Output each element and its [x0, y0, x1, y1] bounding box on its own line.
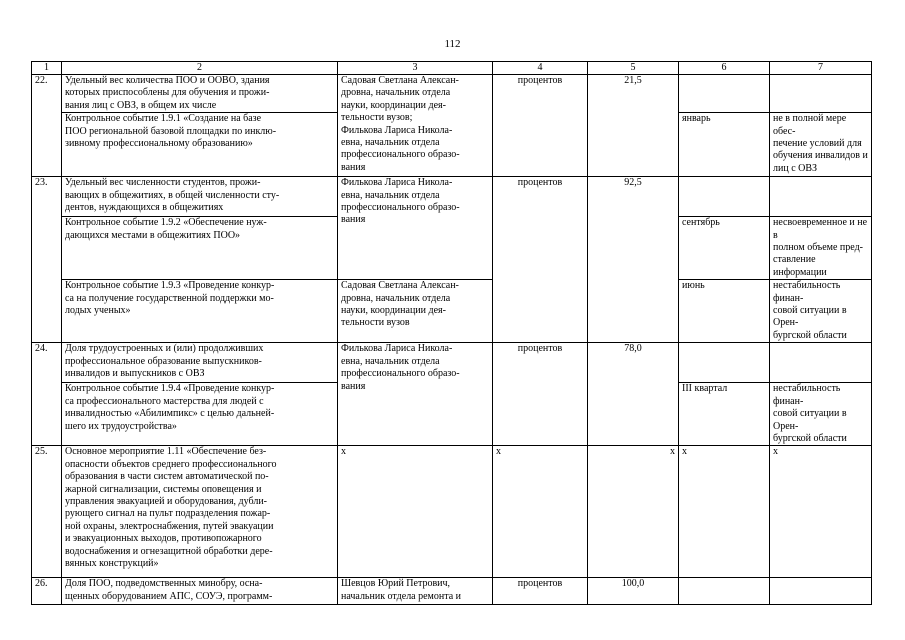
risk-text: х [770, 446, 872, 578]
header-cell: 3 [338, 62, 493, 75]
risk-text: не в полной мере обес- печение условий для обучения инвалидов и лиц с ОВЗ [770, 113, 872, 177]
header-cell: 6 [679, 62, 770, 75]
row-number: 22. [32, 75, 62, 177]
table-row [32, 75, 872, 113]
risk-text: нестабильность финан- совой ситуации в Орен- бургской области [770, 383, 872, 446]
term-cell [679, 177, 770, 217]
indicator-text: Удельный вес количества ПОО и ООВО, здания которых приспособлены для обучения и прожи- вания лиц с ОВЗ, в общем их числе [62, 75, 338, 113]
unit-text: процентов [493, 75, 588, 177]
header-cell: 1 [32, 62, 62, 75]
table-row [32, 446, 872, 578]
risk-cell [770, 343, 872, 383]
unit-text: х [493, 446, 588, 578]
page-number: 112 [444, 38, 461, 50]
indicator-text: Доля ПОО, подведомственных минобру, осна- щенных оборудованием АПС, СОУЭ, программ- [62, 578, 338, 605]
term-text: январь [679, 113, 770, 177]
term-text: х [679, 446, 770, 578]
responsible-text: х [338, 446, 493, 578]
table-row [32, 578, 872, 605]
value-text: 100,0 [588, 578, 679, 605]
value-text: 21,5 [588, 75, 679, 177]
value-text: 92,5 [588, 177, 679, 343]
row-number: 23. [32, 177, 62, 343]
responsible-text: Садовая Светлана Алексан- дровна, начальник отдела науки, координации дея- тельности вузов [338, 280, 493, 343]
unit-text: процентов [493, 343, 588, 446]
header-cell: 2 [62, 62, 338, 75]
indicator-text: Удельный вес численности студентов, прожи- вающих в общежитиях, в общей численности сту- дентов, нуждающихся в общежитиях [62, 177, 338, 217]
value-text: 78,0 [588, 343, 679, 446]
risk-cell [770, 177, 872, 217]
row-number: 26. [32, 578, 62, 605]
term-cell [679, 578, 770, 605]
responsible-text: Филькова Лариса Никола- евна, начальник отдела профессионального образо- вания [338, 177, 493, 280]
header-row [32, 62, 872, 75]
control-event-text: Контрольное событие 1.9.1 «Создание на базе ПОО региональной базовой площадки по инклю- зивному профессиональному образованию» [62, 113, 338, 177]
header-cell: 4 [493, 62, 588, 75]
responsible-text: Шевцов Юрий Петрович, начальник отдела ремонта и [338, 578, 493, 605]
risk-text: нестабильность финан- совой ситуации в Орен- бургской области [770, 280, 872, 343]
risk-cell [770, 75, 872, 113]
header-cell: 7 [770, 62, 872, 75]
responsible-text: Филькова Лариса Никола- евна, начальник отдела профессионального образо- вания [338, 343, 493, 446]
risk-text: несвоевременное и не в полном объеме пред- ставление информации [770, 217, 872, 280]
main-activity-text: Основное мероприятие 1.11 «Обеспечение без- опасности объектов среднего профессионального образования в части систем автоматической по- жарной сигнализации, системы оповещения и управления эвакуацией и оборудования, дубли- рующего сигнал на пульт подразделения пожар- ной охраны, электроснабжения, путей эвакуации и эвакуационных выходов, противопожарного водоснабжения и огнезащитной обработки дере- вянных конструкций» [62, 446, 338, 578]
indicator-text: Доля трудоустроенных и (или) продолживших профессиональное образование выпускников- инвалидов и выпускников с ОВЗ [62, 343, 338, 383]
term-cell [679, 343, 770, 383]
term-text: III квартал [679, 383, 770, 446]
value-text: х [588, 446, 679, 578]
responsible-text: Садовая Светлана Алексан- дровна, начальник отдела науки, координации дея- тельности вузов; Филькова Лариса Никола- евна, начальник отдела профессионального образо- вания [338, 75, 493, 177]
table-row [32, 343, 872, 383]
row-number: 25. [32, 446, 62, 578]
control-event-text: Контрольное событие 1.9.3 «Проведение конкур- са на получение государственной поддержки мо- лодых ученых» [62, 280, 338, 343]
unit-text: процентов [493, 578, 588, 605]
table-row [32, 177, 872, 217]
term-cell [679, 75, 770, 113]
unit-text: процентов [493, 177, 588, 343]
control-event-text: Контрольное событие 1.9.4 «Проведение конкур- са профессионального мастерства для людей с инвалидностью «Абилимпикс» с целью дальней- шего их трудоустройства» [62, 383, 338, 446]
indicators-table [31, 61, 872, 605]
term-text: сентябрь [679, 217, 770, 280]
row-number: 24. [32, 343, 62, 446]
table-row [32, 280, 872, 343]
term-text: июнь [679, 280, 770, 343]
control-event-text: Контрольное событие 1.9.2 «Обеспечение нуж- дающихся местами в общежитиях ПОО» [62, 217, 338, 280]
risk-cell [770, 578, 872, 605]
header-cell: 5 [588, 62, 679, 75]
